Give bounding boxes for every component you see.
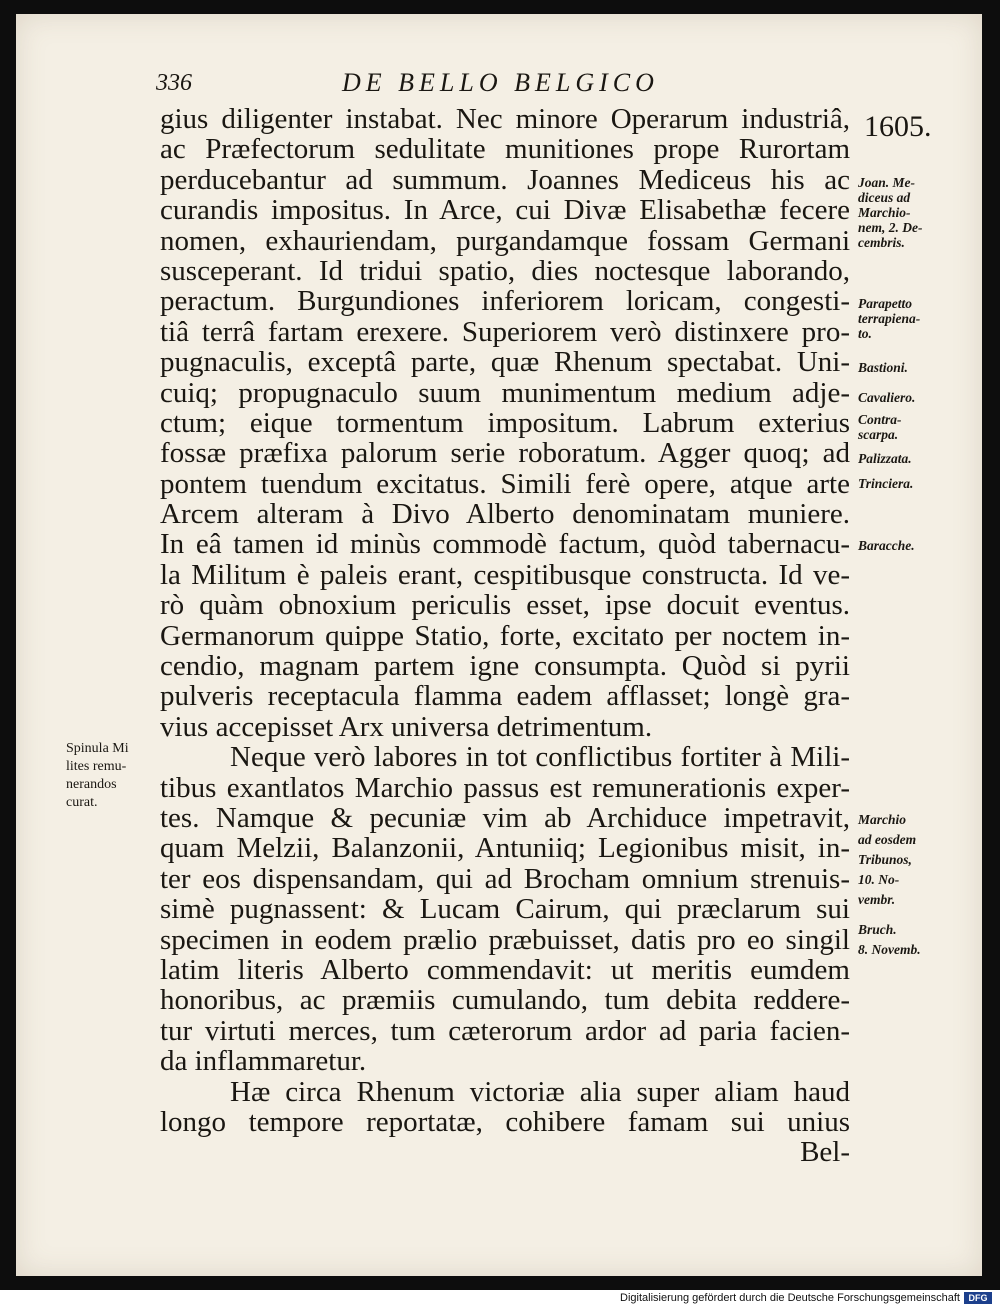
text-line: Hæ circa Rhenum victoriæ alia super aliam haud (230, 1075, 850, 1108)
funding-credit: Digitalisierung gefördert durch die Deutsche Forschungsgemeinschaft (620, 1292, 960, 1304)
text-line: peractum. Burgundiones inferiorem loricam, congesti- (160, 285, 850, 318)
text-line: Germanorum quippe Statio, forte, excitato per noctem in- (160, 619, 850, 652)
margin-note-line: terrapiena- (858, 311, 921, 326)
text-line: nomen, exhauriendam, purgandamque fossam Germani (160, 224, 850, 257)
margin-note-line: Bruch. (858, 922, 897, 937)
text-line: simè pugnassent: & Lucam Cairum, qui præclarum sui (160, 893, 850, 926)
running-title: DE BELLO BELGICO (342, 68, 659, 97)
text-line: rò quàm obnoxium periculis esset, ipse docuit eventus. (160, 589, 850, 622)
margin-note-line: lites remu- (66, 759, 127, 774)
margin-note-parapetto (858, 296, 920, 341)
text-line: curandis impositus. In Arce, cui Divæ Elisabethæ fecere (160, 194, 850, 227)
page-header (156, 68, 856, 102)
text-line: fossæ præfixa palorum serie roboratum. Agger quoq; ad (160, 437, 850, 470)
margin-note-line: to. (858, 326, 872, 341)
catchword: Bel- (800, 1136, 850, 1169)
margin-note-line: nem, 2. De- (858, 220, 923, 235)
page-number: 336 (156, 70, 192, 96)
digitization-footer (0, 1290, 1000, 1307)
margin-note-line: ad eosdem (858, 832, 917, 847)
text-line: da inflammaretur. (160, 1045, 367, 1078)
text-line: pulveris receptacula flamma eadem afflasset; longè gra- (160, 680, 850, 713)
text-line: pugnaculis, exceptâ parte, quæ Rhenum spectabat. Uni- (160, 346, 850, 379)
margin-note-line: cembris. (858, 235, 905, 250)
text-line: tiâ terrâ fartam erexere. Superiorem verò distinxere pro- (160, 315, 850, 348)
margin-note-line: nerandos (66, 777, 117, 792)
margin-note-trinciera: Trinciera. (858, 476, 914, 491)
margin-note-line: 10. No- (858, 872, 900, 887)
text-line: latim literis Alberto commendavit: ut meritis eumdem (160, 953, 850, 986)
margin-note-mediceus (858, 175, 923, 250)
margin-note-line: Spinula Mi (66, 741, 129, 756)
margin-note-marchio (858, 812, 916, 912)
text-line: tibus exantlatos Marchio passus est remunerationis exper- (160, 771, 850, 804)
text-line: perducebantur ad summum. Joannes Mediceus his ac (160, 163, 850, 196)
text-line: susceperant. Id tridui spatio, dies noctesque laborando, (160, 254, 850, 287)
margin-note-line: Marchio- (858, 205, 911, 220)
text-line: quam Melzii, Balanzonii, Antuniiq; Legionibus misit, in- (160, 832, 850, 865)
text-line: honoribus, ac præmiis cumulando, tum debita reddere- (160, 984, 850, 1017)
margin-year: 1605. (864, 110, 932, 143)
text-line: In eâ tamen id minùs commodè factum, quòd tabernacu- (160, 528, 850, 561)
margin-note-baracche: Baracche. (858, 538, 915, 553)
margin-note-line: 8. Novemb. (858, 942, 921, 957)
margin-note-bastioni: Bastioni. (858, 360, 908, 375)
body-text (160, 104, 850, 1168)
text-line: ctum; eique tormentum impositum. Labrum exterius (160, 406, 850, 439)
margin-note-spinula (66, 740, 129, 812)
margin-note-line: Marchio (858, 812, 907, 827)
margin-note-line: diceus ad (858, 190, 911, 205)
margin-note-line: vembr. (858, 892, 896, 907)
margin-note-line: Contra- (858, 412, 902, 427)
margin-note-bruch (858, 922, 921, 962)
text-line: la Militum è paleis erant, cespitibusque constructa. Id ve- (160, 558, 850, 591)
text-line: specimen in eodem prælio præbuisset, datis pro eo singil (160, 923, 850, 956)
text-line: Arcem alteram à Divo Alberto denominatam muniere. (160, 498, 850, 531)
margin-note-line: Joan. Me- (858, 175, 915, 190)
text-line: pontem tuendum excitatus. Simili ferè opere, atque arte (160, 467, 850, 500)
text-line: tes. Namque & pecuniæ vim ab Archiduce impetravit, (160, 801, 850, 834)
margin-note-line: Parapetto (858, 296, 912, 311)
text-line: ac Præfectorum sedulitate munitiones prope Rurortam (160, 133, 850, 166)
margin-note-line: Tribunos, (858, 852, 912, 867)
margin-note-contrascarpa (858, 412, 902, 442)
margin-note-line: curat. (66, 795, 98, 810)
text-line: vius accepisset Arx universa detrimentum. (160, 710, 653, 743)
dfg-logo-icon: DFG (964, 1292, 992, 1304)
text-line: longo tempore reportatæ, cohibere famam sui unius (160, 1105, 850, 1138)
text-line: cuiq; propugnaculo suum munimentum medium adje- (160, 376, 850, 409)
text-line: ter eos dispensandam, qui ad Brocham omnium strenuis- (160, 862, 850, 895)
text-line: gius diligenter instabat. Nec minore Operarum industriâ, (160, 103, 850, 135)
margin-note-palizzata: Palizzata. (858, 451, 912, 466)
text-line: tur virtuti merces, tum cæterorum ardor ad paria facien- (160, 1014, 850, 1047)
margin-note-line: scarpa. (858, 427, 899, 442)
text-line: Neque verò labores in tot conflictibus fortiter à Mili- (230, 741, 850, 774)
margin-note-cavaliero: Cavaliero. (858, 390, 916, 405)
text-line: cendio, magnam partem igne consumpta. Quòd si pyrii (160, 650, 850, 683)
